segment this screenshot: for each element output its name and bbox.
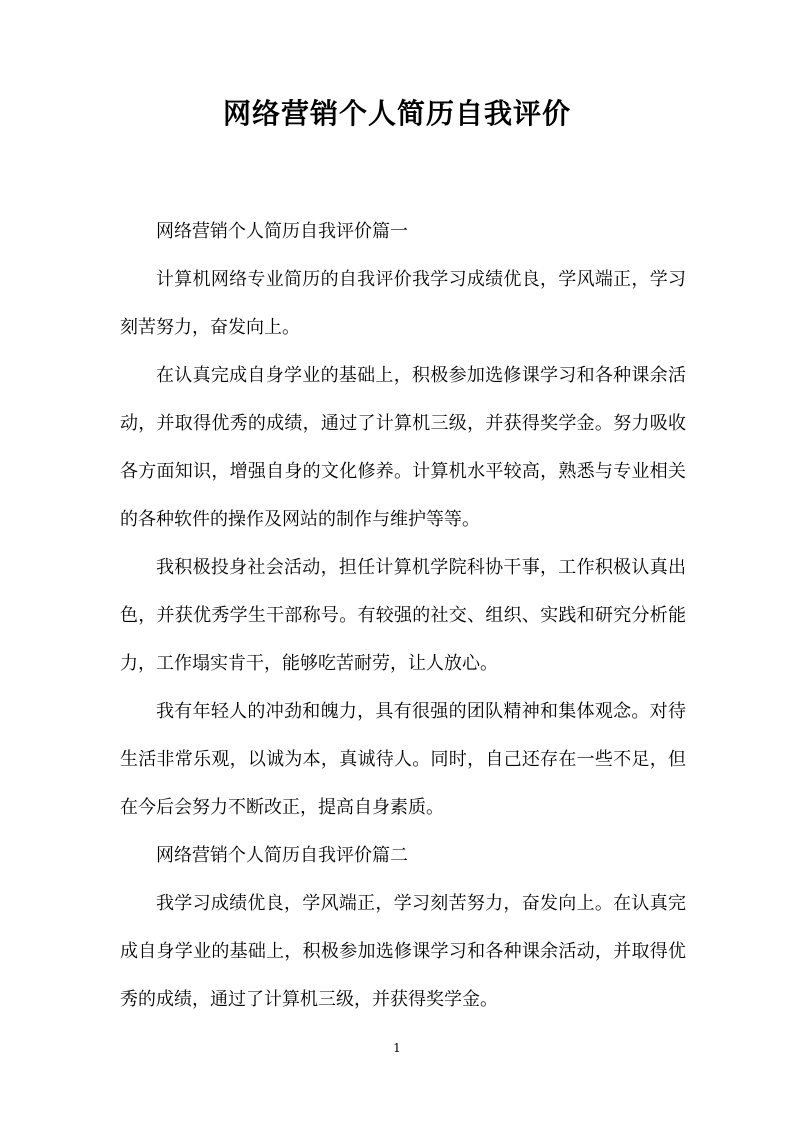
section-heading-part-1: 网络营销个人简历自我评价篇一 [156,221,408,242]
paragraph: 我学习成绩优良，学风端正，学习刻苦努力，奋发向上。在认真完成自身学业的基础上，积极参加选修课学习和各种课余活动，并取得优秀的成绩，通过了计算机三级，并获得奖学金。 [120,893,686,1010]
document-body [120,208,686,1024]
page-number: 1 [393,1041,401,1055]
paragraph: 计算机网络专业简历的自我评价我学习成绩优良，学风端正，学习刻苦努力，奋发向上。 [120,269,686,338]
document-title: 网络营销个人简历自我评价 [222,97,571,130]
paragraph: 我积极投身社会活动，担任计算机学院科协干事，工作积极认真出色，并获优秀学生干部称号。有较强的社交、组织、实践和研究分析能力，工作塌实肯干，能够吃苦耐劳，让人放心。 [120,557,686,674]
paragraph: 我有年轻人的冲劲和魄力，具有很强的团队精神和集体观念。对待生活非常乐观，以诚为本，真诚待人。同时，自己还存在一些不足，但在今后会努力不断改正，提高自身素质。 [120,701,686,818]
section-heading-part-2: 网络营销个人简历自我评价篇二 [156,845,408,866]
paragraph: 在认真完成自身学业的基础上，积极参加选修课学习和各种课余活动，并取得优秀的成绩，通过了计算机三级，并获得奖学金。努力吸收各方面知识，增强自身的文化修养。计算机水平较高，熟悉与专业相关的各种软件的操作及网站的制作与维护等等。 [120,365,686,530]
